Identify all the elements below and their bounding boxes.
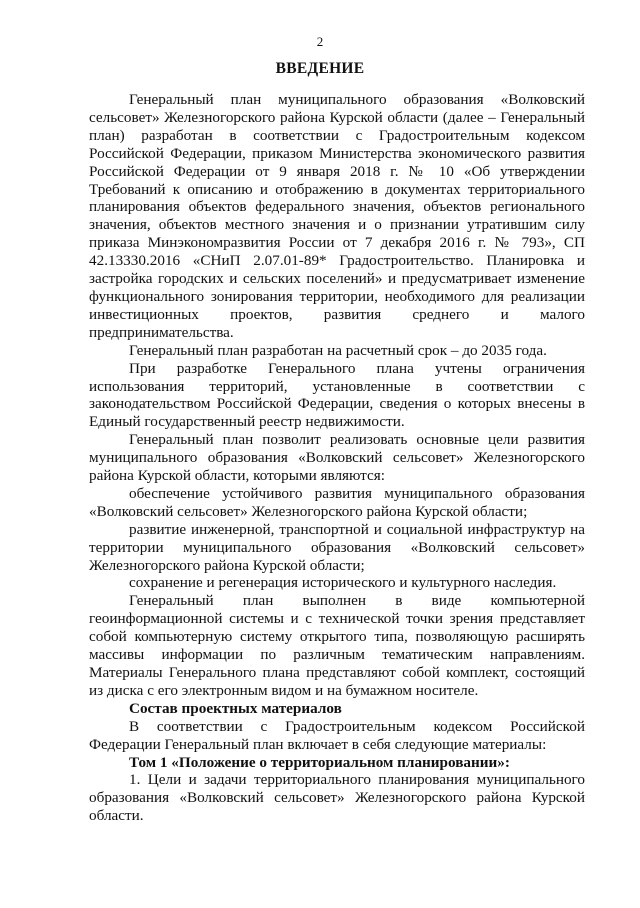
term-paragraph: Генеральный план разработан на расчетный срок – до 2035 года. [129,341,547,359]
intro-paragraph: Генеральный план муниципального образования «Волковский сельсовет» Железногорского района Курской области (далее – Генеральный план) разработан в соответствии с Градостроительным кодексом Российской Федерации, приказом Министерства экономического развития Российской Федерации от 9 января 2018 г. № 10 «Об утверждении Требований к описанию и отображению в документах территориального планирования объектов федерального значения, объектов регионального значения, объектов местного значения и о признании утратившим силу приказа Минэкономразвития России от 7 декабря 2016 г. № 793», СП 42.13330.2016 «СНиП 2.07.01-89* Градостроительство. Планировка и застройка городских и сельских поселений» и предусматривает изменение функционального зонирования территории, необходимого для реализации инвестиционных проектов, развития среднего и малого предпринимательства. [89,91,585,341]
section-paragraph: В соответствии с Градостроительным кодексом Российской Федерации Генеральный план включает в себя следующие материалы: [89,717,585,753]
section-title: Состав проектных материалов [129,699,342,717]
volume-title: Том 1 «Положение о территориальном планировании»: [129,753,510,771]
restrictions-paragraph: При разработке Генерального плана учтены ограничения использования территорий, установленные в соответствии с законодательством Российской Федерации, сведения о которых внесены в Единый государственный реестр недвижимости. [89,359,585,431]
goal-item-1: обеспечение устойчивого развития муниципального образования «Волковский сельсовет» Железногорского района Курской области; [89,484,585,520]
page-number: 2 [316,34,324,49]
goal-item-2: развитие инженерной, транспортной и социальной инфраструктур на территории муниципального образования «Волковский сельсовет» Железногорского района Курской области; [89,520,585,574]
gis-paragraph: Генеральный план выполнен в виде компьютерной геоинформационной системы и с технической точки зрения представляет собой компьютерную систему открытого типа, позволяющую расширять массивы информации по различным тематическим направлениям. Материалы Генерального плана представляют собой комплект, состоящий из диска с его электронным видом и на бумажном носителе. [89,592,585,699]
goal-item-3: сохранение и регенерация исторического и культурного наследия. [129,574,557,592]
volume-item-1: 1. Цели и задачи территориального планирования муниципального образования «Волковский сельсовет» Железногорского района Курской области. [89,771,585,825]
goals-paragraph: Генеральный план позволит реализовать основные цели развития муниципального образования «Волковский сельсовет» Железногорского района Курской области, которыми являются: [89,431,585,485]
document-body [89,91,585,825]
page-heading: ВВЕДЕНИЕ [275,60,365,77]
